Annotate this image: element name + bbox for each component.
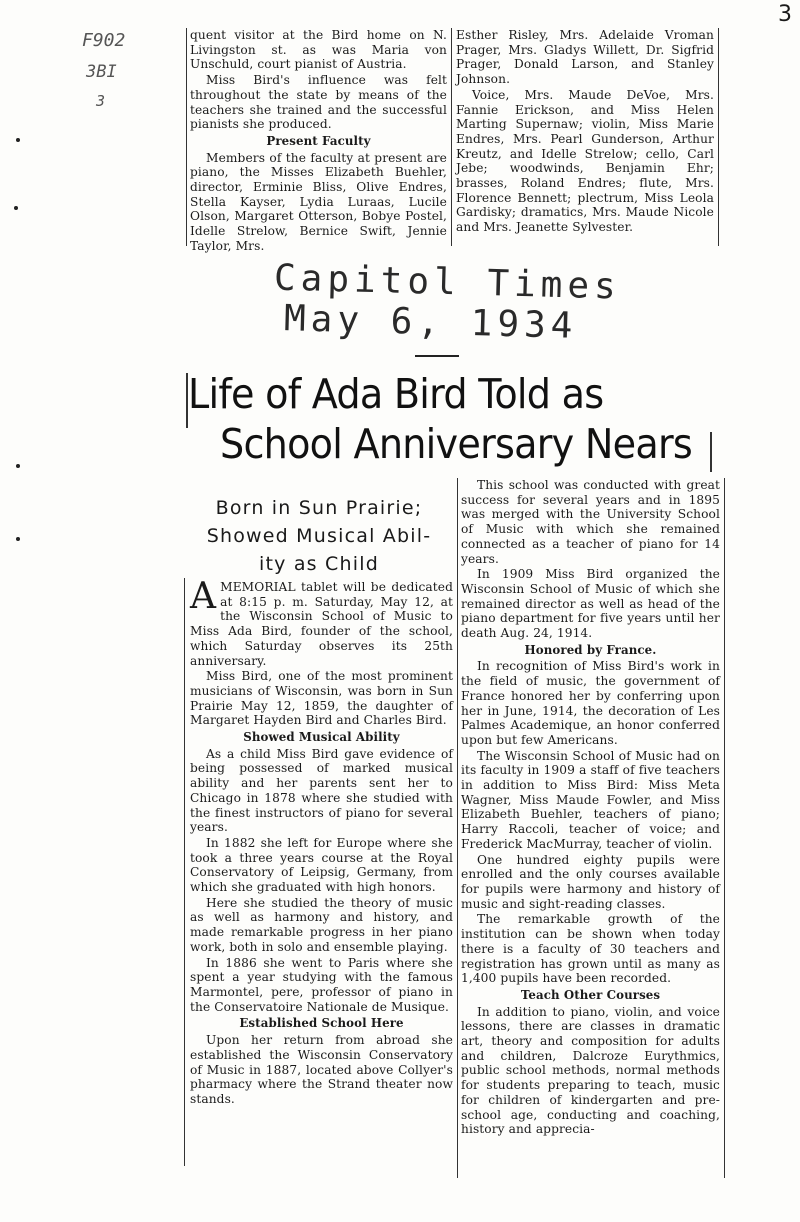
margin-note-series: 3BI xyxy=(86,62,117,82)
column-rule-top-middle xyxy=(451,28,452,246)
subhead-honored-by-france: Honored by France. xyxy=(524,642,657,657)
date-underline xyxy=(415,355,459,357)
top-left-paragraph: quent visitor at the Bird home on N. Livingston st. as was Maria von Unschuld, court pianist of Austria. xyxy=(190,28,447,72)
article-paragraph: Here she studied the theory of music as well as harmony and history, and made remarkable progress in her piano work, both in solo and ensemble playing. xyxy=(190,895,453,954)
article-paragraph: This school was conducted with great success for several years and in 1895 was merged with the University School of Music with which she remained connected as a teacher of piano for 14 years. xyxy=(461,478,720,566)
column-rule-top-right xyxy=(718,28,719,246)
article-paragraph: The remarkable growth of the institution can be shown when today there is a faculty of 30 teachers and registration has grown until as many as 1,400 pupils have been recorded. xyxy=(461,912,720,986)
margin-note-catalog: F902 xyxy=(82,30,126,51)
subheadline-deck xyxy=(190,494,448,578)
scan-speck xyxy=(16,464,20,468)
deck-line-3: ity as Child xyxy=(259,553,379,575)
subhead-showed-musical-ability: Showed Musical Ability xyxy=(243,730,400,745)
top-left-column xyxy=(190,28,447,255)
article-left-column xyxy=(190,576,453,1108)
article-paragraph: In 1882 she left for Europe where she took a three years course at the Royal Conservatory of Leipsig, Germany, from which she graduated with high honors. xyxy=(190,835,453,895)
article-paragraph: In 1886 she went to Paris where she spent a year studying with the famous Marmontel, pere, professor of piano in the Conservatoire Nationale de Musique. xyxy=(190,955,453,1014)
subhead-teach-other-courses: Teach Other Courses xyxy=(520,987,661,1002)
margin-note-number: 3 xyxy=(96,92,106,110)
handwritten-source: Capitol Times xyxy=(273,257,622,308)
scan-speck xyxy=(16,138,20,142)
article-paragraph: In recognition of Miss Bird's work in the field of music, the government of France honored her by conferring upon her in June, 1914, the decoration of Les Palmes Academique, an honor conferred upon but few Americans. xyxy=(461,659,720,747)
page-number: 3 xyxy=(778,2,792,27)
subhead-established-school: Established School Here xyxy=(239,1016,404,1031)
scan-speck xyxy=(16,537,20,541)
column-rule-middle xyxy=(457,478,458,1178)
scan-speck xyxy=(14,206,18,210)
column-rule-top-left xyxy=(186,28,187,246)
faculty-paragraph: Esther Risley, Mrs. Adelaide Vroman Prager, Mrs. Gladys Willett, Dr. Sigfrid Prager, Donald Larson, and Stanley Johnson. xyxy=(456,28,714,87)
headline-line-1: Life of Ada Bird Told as xyxy=(188,370,604,418)
article-paragraph: Miss Bird, one of the most prominent musicians of Wisconsin, was born in Sun Prairie May 12, 1859, the daughter of Margaret Hayden Bird and Charles Bird. xyxy=(190,669,453,728)
article-paragraph: In 1909 Miss Bird organized the Wisconsin School of Music of which she remained director as well as head of the piano department for five years until her death Aug. 24, 1914. xyxy=(461,567,720,641)
top-left-paragraph: Miss Bird's influence was felt throughout the state by means of the teachers she trained and the successful pianists she produced. xyxy=(190,73,447,132)
deck-line-2: Showed Musical Abil- xyxy=(206,525,432,547)
article-paragraph: One hundred eighty pupils were enrolled and the only courses available for pupils were harmony and history of music and sight-reading classes. xyxy=(461,852,720,911)
top-right-column xyxy=(456,28,714,236)
article-paragraph: As a child Miss Bird gave evidence of being possessed of marked musical ability and her parents sent her to Chicago in 1878 where she studied with the finest instructors of piano for several years. xyxy=(190,746,453,835)
headline-line-2: School Anniversary Nears xyxy=(220,420,693,468)
headline-bar-right xyxy=(710,432,712,472)
article-right-column xyxy=(461,478,720,1138)
column-rule-right xyxy=(724,478,725,1178)
column-rule-left xyxy=(184,578,185,1166)
drop-cap: A xyxy=(190,576,217,617)
faculty-paragraph: Voice, Mrs. Maude DeVoe, Mrs. Fannie Erickson, and Miss Helen Marting Supernaw; violin, Miss Marie Endres, Mrs. Pearl Gunderson, Arthur Kreutz, and Idelle Strelow; cello, Carl Jebe; woodwinds, Benjamin Ehr; brasses, Roland Endres; flute, Mrs. Florence Bennett; plectrum, Miss Leola Gardisky; dramatics, Mrs. Maude Nicole and Mrs. Jeanette Sylvester. xyxy=(456,87,714,235)
article-paragraph: Upon her return from abroad she established the Wisconsin Conservatory of Music in 1887, located above Collyer's pharmacy where the Strand theater now stands. xyxy=(190,1033,453,1106)
article-paragraph: The Wisconsin School of Music had on its faculty in 1909 a staff of five teachers in addition to Miss Bird: Miss Meta Wagner, Miss Maude Fowler, and Miss Elizabeth Buehler, teachers of piano; Harry Raccoli, teacher of voice; and Frederick MacMurray, teacher of violin. xyxy=(461,748,720,851)
faculty-paragraph: Members of the faculty at present are piano, the Misses Elizabeth Buehler, director, Erminie Bliss, Olive Endres, Stella Kayser, Lydia Luraas, Lucile Olson, Margaret Otterson, Bobye Postel, Idelle Strelow, Bernice Swift, Jennie Taylor, Mrs. xyxy=(190,150,447,253)
article-paragraph: In addition to piano, violin, and voice lessons, there are classes in dramatic art, theory and composition for adults and children, Dalcroze Eurythmics, public school methods, normal methods for students preparing to teach, music for children of kindergarten and pre-school age, conducting and coaching, history and apprecia- xyxy=(461,1004,720,1137)
deck-line-1: Born in Sun Prairie; xyxy=(215,497,423,519)
subhead-present-faculty: Present Faculty xyxy=(266,133,371,148)
handwritten-date: May 6, 1934 xyxy=(283,298,578,347)
lead-paragraph: AMEMORIAL tablet will be dedicated at 8:15 p. m. Saturday, May 12, at the Wisconsin School of Music to Miss Ada Bird, founder of the school, which Saturday observes its 25th anniversary. xyxy=(190,576,453,668)
